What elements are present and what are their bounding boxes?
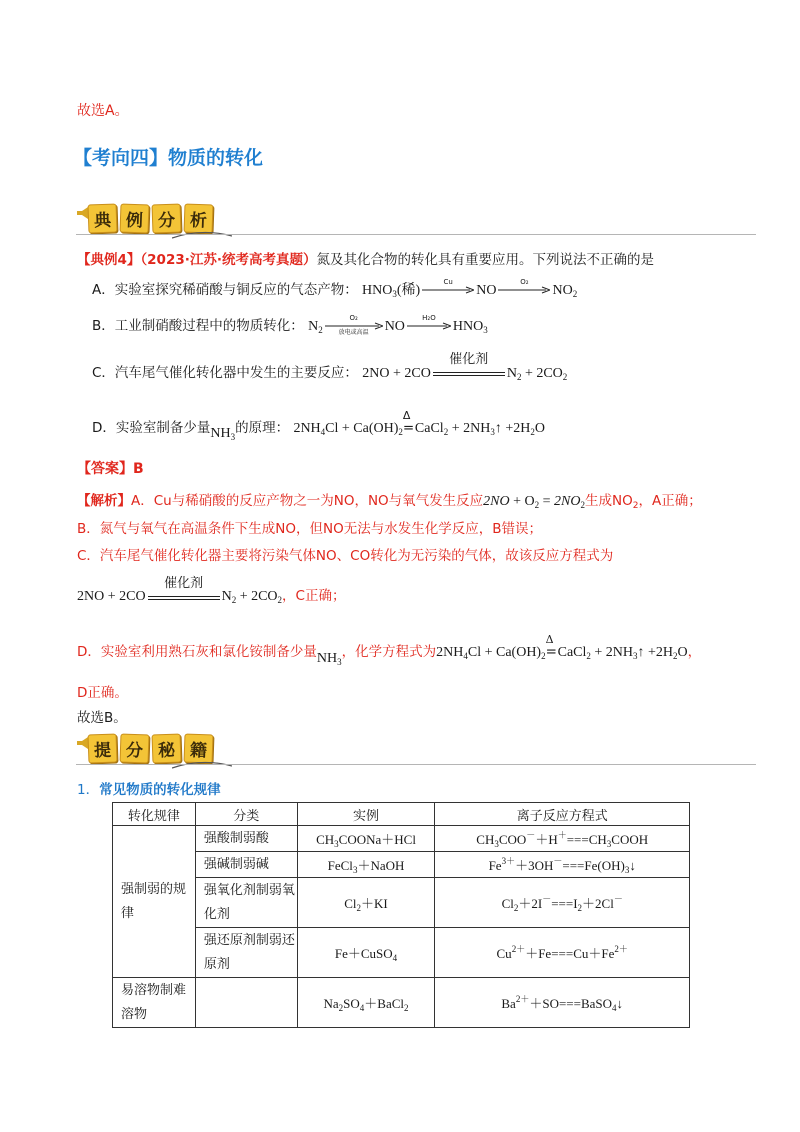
- option-d-text-2: 的原理：: [235, 420, 290, 436]
- banner-char: 提: [88, 734, 118, 764]
- formula-segment: + 2CO: [521, 366, 563, 381]
- formula-segment: Na: [323, 996, 339, 1011]
- formula-segment: O: [677, 645, 688, 660]
- formula-segment: 3: [633, 651, 638, 661]
- equation-cell: [435, 852, 690, 878]
- formula-segment: ＋KI: [361, 896, 388, 911]
- delta-symbol: Δ: [402, 409, 411, 422]
- option-d-nh3: [210, 426, 235, 441]
- formula-segment: 3: [230, 432, 236, 442]
- formula-segment: 2: [443, 427, 449, 437]
- formula-segment: 3: [352, 865, 358, 875]
- table-row: [113, 878, 690, 928]
- catalyst-equals: [148, 575, 220, 605]
- top-conclusion: 故选A。: [77, 103, 129, 119]
- formula-segment: 3: [624, 865, 630, 875]
- option-c-left: 2NO + 2CO: [362, 366, 431, 381]
- formula-segment: 4: [392, 953, 398, 963]
- formula-segment: O: [534, 421, 545, 436]
- formula-segment: 2＋: [515, 994, 530, 1004]
- delta-equals: Δ =: [402, 409, 415, 436]
- formula-segment: 3: [494, 839, 499, 849]
- formula-segment: 2: [404, 1003, 409, 1013]
- formula-segment: 3: [337, 657, 342, 667]
- arrow-label: O₂: [520, 278, 529, 286]
- example-cell: [297, 852, 435, 878]
- formula-segment: CaCl: [414, 421, 444, 436]
- analysis-d-right: [558, 645, 688, 660]
- option-c: [92, 352, 568, 382]
- formula-segment: ===CH: [566, 832, 607, 847]
- analysis-d-a: D．实验室利用熟石灰和氯化铵制备少量: [77, 644, 317, 660]
- arrow-h2o: [407, 314, 451, 330]
- analysis-c-left: 2NO + 2CO: [77, 589, 146, 604]
- formula-segment: COONa＋HCl: [338, 832, 416, 847]
- analysis-c-right: [222, 589, 282, 604]
- option-d-text-1: D．实验室制备少量: [92, 420, 211, 436]
- category-cell: [195, 978, 297, 1028]
- banner-divider: [76, 764, 756, 765]
- formula-segment: N: [221, 589, 232, 604]
- formula-segment: 2: [277, 595, 283, 605]
- formula-segment: 4: [359, 1003, 365, 1013]
- formula-segment: －: [553, 856, 563, 866]
- category-cell: 强酸制弱酸: [195, 826, 297, 852]
- example-banner: [76, 200, 766, 236]
- analysis-d-tail: ，: [687, 644, 702, 660]
- analysis-line-3: C．汽车尾气催化转化器主要将污染气体NO、CO转化为无污染的气体，故该反应方程式为: [77, 548, 614, 564]
- conclusion: 故选B。: [77, 710, 127, 726]
- analysis-d-b: ，化学方程式为: [341, 644, 437, 660]
- table-header-cell: 转化规律: [113, 803, 196, 826]
- formula-segment: COO: [498, 832, 527, 847]
- formula-segment: ，A正确；: [638, 493, 702, 509]
- option-a-mid: NO: [476, 283, 497, 298]
- formula-segment: (稀): [396, 283, 421, 298]
- formula-segment: 2: [318, 325, 323, 335]
- analysis-line-6: D正确。: [77, 685, 128, 701]
- rule-group-cell: 易溶物制难溶物: [113, 978, 196, 1028]
- formula-segment: 3: [606, 839, 612, 849]
- formula-segment: SO: [343, 996, 360, 1011]
- subheading-text: 常见物质的转化规律: [99, 782, 221, 798]
- formula-segment: ↑ +2H: [494, 421, 531, 436]
- banner-char: 籍: [184, 734, 214, 764]
- formula-segment: =: [539, 494, 555, 509]
- formula-segment: Ba: [501, 996, 516, 1011]
- formula-segment: Cl: [344, 896, 357, 911]
- formula-segment: 2: [530, 427, 535, 437]
- rule-group-cell: 强制弱的规律: [113, 826, 196, 978]
- formula-segment: 2: [338, 1003, 344, 1013]
- section-heading: 【考向四】物质的转化: [73, 147, 264, 169]
- formula-segment: N: [506, 366, 517, 381]
- analysis-line-4: [77, 575, 346, 605]
- formula-segment: ↓: [629, 858, 636, 873]
- formula-segment: COOH: [611, 832, 649, 847]
- option-a-product: [552, 283, 577, 298]
- analysis-a: A．Cu与稀硝酸的反应产物之一为NO，NO与氧气发生反应: [131, 493, 484, 509]
- formula-segment: ===I: [551, 896, 578, 911]
- formula-segment: ＋NaOH: [357, 858, 405, 873]
- formula-segment: HNO: [452, 319, 484, 334]
- banner-tiles: [88, 734, 213, 763]
- option-b-text: B．工业制硝酸过程中的物质转化：: [92, 318, 304, 334]
- formula-segment: 3: [483, 325, 488, 335]
- formula-segment: ＋SO===BaSO: [529, 996, 613, 1011]
- formula-segment: 4: [612, 1003, 617, 1013]
- option-a-reactant: [362, 283, 420, 298]
- option-b-mid: NO: [384, 319, 405, 334]
- example-cell: [297, 878, 435, 928]
- table-header-cell: 实例: [297, 803, 435, 826]
- banner-char: 例: [120, 204, 150, 234]
- formula-segment: 2: [231, 595, 237, 605]
- table-row: [113, 978, 690, 1028]
- subheading: [77, 778, 221, 798]
- formula-segment: NO: [552, 283, 573, 298]
- subheading-number: 1．: [77, 782, 100, 798]
- analysis-line-1: [77, 489, 702, 510]
- formula-segment: 2: [586, 651, 591, 661]
- example-question: 氮及其化合物的转化具有重要应用。下列说法不正确的是: [316, 252, 654, 268]
- formula-segment: CaCl: [557, 645, 587, 660]
- conversion-rules-table: [112, 802, 690, 1028]
- table-row: [113, 826, 690, 852]
- formula-segment: + O: [509, 494, 535, 509]
- formula-segment: 2: [356, 903, 362, 913]
- formula-segment: + 2NH: [448, 421, 491, 436]
- catalyst-label: 催化剂: [449, 352, 489, 367]
- banner-char: 秘: [152, 734, 182, 764]
- analysis-line-5: [77, 633, 702, 667]
- option-a: [92, 278, 577, 299]
- formula-segment: 2: [632, 501, 639, 511]
- equation-cell: [435, 928, 690, 978]
- formula-segment: 2: [572, 289, 578, 299]
- formula-segment: ＋2I: [518, 896, 543, 911]
- arrow-o2-discharge: [325, 314, 383, 336]
- formula-segment: ＋3OH: [515, 858, 554, 873]
- formula-segment: －: [613, 894, 623, 904]
- category-cell: 强碱制弱碱: [195, 852, 297, 878]
- formula-segment: 2: [516, 372, 522, 382]
- formula-segment: CH: [316, 832, 335, 847]
- arrow-cu: [422, 278, 474, 294]
- example-header: [77, 248, 654, 268]
- table-header-cell: 离子反应方程式: [435, 803, 690, 826]
- formula-segment: 2: [513, 903, 519, 913]
- formula-segment: 3: [490, 427, 495, 437]
- brush-stroke-icon: [172, 760, 232, 770]
- example-tag: 【典例4】: [77, 252, 141, 268]
- catalyst-label: 催化剂: [164, 575, 204, 591]
- brush-stroke-icon: [172, 230, 232, 240]
- formula-segment: －: [542, 894, 552, 904]
- arrow-label: Cu: [443, 278, 453, 286]
- formula-segment: ===Fe(OH): [562, 858, 625, 873]
- banner-tiles: [88, 204, 213, 233]
- formula-segment: ＋: [557, 830, 567, 840]
- banner-char: 典: [88, 204, 118, 234]
- catalyst-equals: [433, 352, 505, 381]
- formula-segment: ＋BaCl: [364, 996, 405, 1011]
- formula-segment: 2NH: [293, 421, 321, 436]
- formula-segment: 2: [562, 372, 568, 382]
- formula-segment: ↑ +2H: [637, 645, 674, 660]
- formula-segment: 生成NO: [585, 493, 633, 509]
- option-c-right: [507, 366, 567, 381]
- formula-segment: 2NO: [554, 494, 581, 509]
- formula-segment: ＋2Cl: [582, 896, 614, 911]
- formula-segment: Cl + Ca(OH): [325, 421, 399, 436]
- option-c-text: C．汽车尾气催化转化器中发生的主要反应：: [92, 365, 358, 381]
- formula-segment: ＋Fe===Cu＋Fe: [525, 946, 615, 961]
- formula-segment: 2NO: [483, 494, 510, 509]
- answer: 【答案】B: [77, 461, 144, 477]
- banner-char: 析: [184, 204, 214, 234]
- equation-cell: [435, 978, 690, 1028]
- formula-segment: NH: [316, 651, 338, 666]
- analysis-d-left: [436, 645, 545, 660]
- delta-symbol: Δ: [545, 633, 554, 646]
- table-row: [113, 928, 690, 978]
- formula-segment: Cl + Ca(OH): [467, 645, 542, 660]
- analysis-line-2: B．氮气与氧气在高温条件下生成NO，但NO无法与水发生化学反应，B错误；: [77, 521, 542, 537]
- formula-segment: 2: [577, 903, 583, 913]
- formula-segment: 2: [398, 427, 403, 437]
- formula-segment: + 2NH: [590, 645, 634, 660]
- arrow-label: O₂: [349, 314, 358, 322]
- equation-cell: [435, 878, 690, 928]
- option-b: [92, 314, 488, 335]
- arrow-condition: 放电或高温: [338, 329, 369, 336]
- banner-divider: [76, 234, 756, 235]
- analysis-d-nh3: [317, 651, 342, 666]
- analysis-a-tail: [585, 493, 702, 509]
- option-a-text: A．实验室探究稀硝酸与铜反应的气态产物：: [92, 282, 358, 298]
- analysis-tag: 【解析】: [77, 493, 131, 509]
- category-cell: 强还原剂制弱还原剂: [195, 928, 297, 978]
- analysis-c-tail: ，C正确；: [282, 588, 346, 604]
- formula-segment: Cu: [496, 946, 512, 961]
- formula-segment: －: [526, 830, 536, 840]
- tips-banner: [76, 730, 766, 766]
- option-d-right: [415, 421, 545, 436]
- option-d: [92, 409, 545, 442]
- category-cell: 强氧化剂制弱氧化剂: [195, 878, 297, 928]
- formula-segment: Fe＋CuSO: [334, 946, 393, 961]
- formula-segment: 3: [392, 289, 397, 299]
- option-d-left: [293, 421, 402, 436]
- example-cell: [297, 978, 435, 1028]
- formula-segment: ↓: [616, 996, 624, 1011]
- formula-segment: 2＋: [614, 944, 628, 954]
- arrow-o2: [498, 278, 550, 294]
- formula-segment: ＋H: [535, 832, 558, 847]
- example-source: （2023·江苏·统考高考真题）: [140, 252, 317, 268]
- banner-char: 分: [120, 734, 150, 764]
- formula-segment: 2NH: [436, 645, 464, 660]
- formula-segment: HNO: [362, 283, 393, 298]
- delta-equals: Δ =: [545, 633, 557, 660]
- formula-segment: 2: [541, 651, 546, 661]
- formula-segment: 2: [580, 500, 585, 510]
- formula-segment: 3＋: [501, 856, 516, 866]
- banner-char: 分: [152, 204, 182, 234]
- formula-segment: 2: [673, 651, 678, 661]
- analysis-a-equation: [483, 494, 585, 509]
- formula-segment: 2: [534, 500, 540, 510]
- example-cell: [297, 928, 435, 978]
- formula-segment: NH: [210, 426, 231, 441]
- formula-segment: FeCl: [327, 858, 353, 873]
- arrow-label: H₂O: [422, 314, 436, 322]
- table-header-row: [113, 803, 690, 826]
- formula-segment: CH: [476, 832, 495, 847]
- formula-segment: 4: [320, 427, 326, 437]
- table-header-cell: 分类: [195, 803, 297, 826]
- formula-segment: + 2CO: [236, 589, 278, 604]
- formula-segment: Cl: [501, 896, 514, 911]
- formula-segment: 3: [334, 839, 339, 849]
- formula-segment: Fe: [488, 858, 502, 873]
- option-b-product: [453, 319, 488, 334]
- option-b-reactant: [308, 319, 323, 334]
- equation-cell: [435, 826, 690, 852]
- formula-segment: 2＋: [511, 944, 526, 954]
- formula-segment: N: [308, 319, 319, 334]
- formula-segment: 4: [463, 651, 468, 661]
- example-cell: [297, 826, 435, 852]
- table-row: [113, 852, 690, 878]
